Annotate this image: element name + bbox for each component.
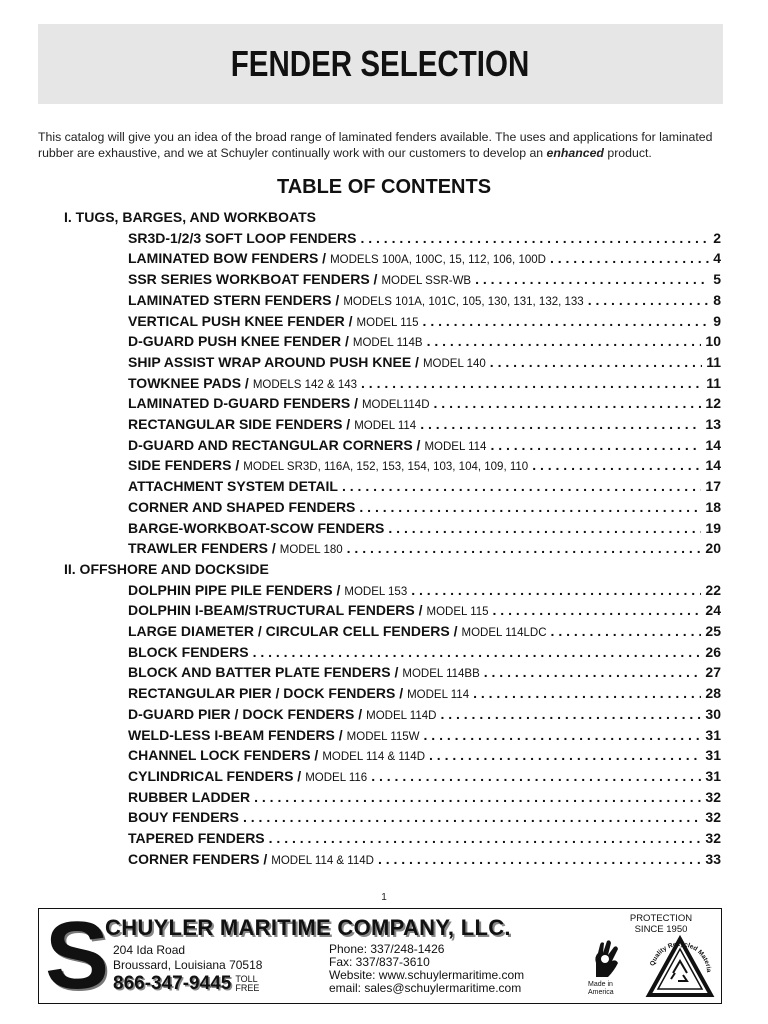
address-line-2: Broussard, Louisiana 70518 (113, 958, 263, 972)
toc-entry-name: DOLPHIN I-BEAM/STRUCTURAL FENDERS / (128, 602, 423, 619)
toc-entry-page: 32 (705, 809, 721, 826)
toc-entry-name: CORNER FENDERS / (128, 850, 268, 867)
toc-entry-page: 11 (706, 374, 721, 391)
toc-entry[interactable] (128, 809, 721, 829)
toc-entry[interactable] (128, 292, 721, 312)
toc-entry[interactable] (128, 520, 721, 540)
website-line: Website: www.schuylermaritime.com (329, 968, 525, 982)
toc-entry-name: LARGE DIAMETER / CIRCULAR CELL FENDERS / (128, 623, 458, 639)
toc-leader-dots (551, 623, 702, 639)
toll-free-phone (113, 973, 259, 995)
toc-entry-name: BOUY FENDERS (128, 809, 239, 826)
toc-entry-name: D-GUARD AND RECTANGULAR CORNERS / (128, 436, 421, 453)
toc-entry-model: MODELS 142 & 143 (252, 378, 358, 391)
toc-entry[interactable] (128, 271, 721, 291)
toc-entry-name: CORNER AND SHAPED FENDERS (128, 498, 356, 515)
toc-entry-name: VERTICAL PUSH KNEE FENDER / (128, 312, 353, 329)
toc-entry-model: MODEL 114BB (402, 668, 480, 681)
toc-entry-model: MODEL SSR-WB (381, 275, 472, 288)
toc-entry[interactable] (128, 851, 721, 871)
toc-section-title: II. OFFSHORE AND DOCKSIDE (64, 560, 269, 577)
toc-entry-page: 10 (705, 333, 721, 350)
made-in-line-2: America (588, 989, 614, 996)
phone-line: Phone: 337/248-1426 (329, 942, 445, 956)
toc-entry[interactable] (128, 499, 721, 519)
company-footer (38, 902, 722, 1009)
toc-entry-page: 22 (705, 581, 721, 598)
toc-entry-model: MODEL 114 & 114D (271, 854, 374, 867)
toc-entry-model: MODEL 114 (354, 420, 417, 432)
toc-entry-model: MODEL 114 (407, 689, 470, 702)
toc-leader-dots (378, 851, 701, 867)
title-band (38, 24, 723, 104)
made-in-america (588, 981, 628, 997)
toc-leader-dots (588, 292, 710, 308)
toc-entry[interactable] (128, 375, 721, 395)
toc-leader-dots (388, 520, 701, 536)
toc-entry-name: BLOCK AND BATTER PLATE FENDERS / (128, 664, 399, 681)
toc-entry-model: MODEL 114 & 114D (322, 751, 426, 764)
toc-entry[interactable] (128, 230, 721, 250)
toc-entry-page: 14 (705, 436, 721, 453)
toc-entry-model: MODEL 115W (346, 730, 420, 743)
toc-leader-dots (359, 499, 701, 515)
toc-entry[interactable] (128, 582, 721, 602)
toc-leader-dots (473, 685, 701, 701)
toc-entry-page: 5 (713, 271, 721, 288)
toc-entry-page: 31 (705, 726, 721, 743)
toc-entry-page: 20 (705, 540, 721, 557)
toc-entry-page: 32 (705, 830, 721, 846)
contact-info (329, 943, 524, 995)
address-line-1: 204 Ida Road (113, 943, 186, 957)
toc-entry[interactable] (128, 333, 721, 353)
toc-entry[interactable] (128, 457, 721, 477)
toc-leader-dots (550, 250, 709, 266)
toc-entry-page: 9 (713, 312, 721, 329)
toc-entry-page: 11 (706, 353, 721, 370)
toc-entry[interactable] (128, 478, 721, 498)
toll-free-number: 866-347-9445 (113, 973, 232, 994)
toll-label-2: FREE (235, 983, 260, 993)
toc-entry-model: MODEL 114D (366, 709, 437, 722)
toc-entry-name: BARGE-WORKBOAT-SCOW FENDERS (128, 519, 385, 536)
toc-entry[interactable] (128, 789, 721, 809)
company-name: CHUYLER MARITIME COMPANY, LLC. (105, 915, 511, 940)
toc-entry[interactable] (128, 416, 721, 436)
toc-leader-dots (269, 830, 702, 846)
toc-entry[interactable] (128, 602, 721, 622)
intro-text-end: product. (603, 146, 652, 160)
toc-entry-name: LAMINATED STERN FENDERS / (128, 291, 340, 308)
toc-entry-page: 2 (713, 229, 721, 246)
toc-entry-model: MODELS 100A, 100C, 15, 112, 106, 100D (330, 254, 546, 267)
toc-entry[interactable] (128, 437, 721, 457)
toc-entry-model: MODEL 140 (422, 357, 486, 370)
toc-entry[interactable] (128, 768, 721, 788)
toc-leader-dots (254, 789, 701, 805)
toc-leader-dots (243, 809, 701, 825)
toc-leader-dots (490, 437, 701, 453)
toc-entry-page: 8 (713, 291, 721, 308)
toc-entry-page: 4 (713, 250, 721, 267)
ok-hand-icon (588, 937, 622, 981)
toc-entry-model: MODEL 116 (305, 771, 368, 784)
toc-entry-name: TOWKNEE PADS / (128, 374, 249, 391)
toc-entry[interactable] (128, 250, 721, 270)
toc-entry-name: RECTANGULAR PIER / DOCK FENDERS / (128, 685, 404, 702)
logo-letter: S (45, 902, 110, 1009)
toc-entry-name: RUBBER LADDER (128, 788, 251, 805)
toc-entry[interactable] (128, 830, 721, 850)
toc-entry-model: MODEL 115 (356, 316, 419, 329)
toc-entry[interactable] (128, 354, 721, 374)
toc-heading: TABLE OF CONTENTS (276, 176, 492, 198)
toc-leader-dots (253, 644, 702, 660)
toc-entry-model: MODEL114D (361, 399, 430, 412)
toc-entry-model: MODELS 101A, 101C, 105, 130, 131, 132, 133 (343, 295, 584, 308)
toc-entry-model: MODEL 115 (426, 606, 489, 619)
toc-entry-page: 30 (705, 705, 721, 722)
toc-leader-dots (434, 395, 702, 411)
toc-entry-page: 24 (705, 602, 721, 619)
toc-entry-name: TAPERED FENDERS (128, 830, 265, 846)
page-number: 1 (381, 892, 387, 903)
toc-entry-name: RECTANGULAR SIDE FENDERS / (128, 416, 351, 432)
toc-entry-page: 26 (705, 643, 721, 660)
toc-entry-name: LAMINATED BOW FENDERS / (128, 250, 327, 267)
toc-entry-name: CHANNEL LOCK FENDERS / (128, 747, 319, 764)
toc-leader-dots (532, 457, 701, 473)
toc-entry[interactable] (128, 747, 721, 767)
toc-entry-model: MODEL 114LDC (461, 627, 547, 639)
toc-entry[interactable] (128, 727, 721, 747)
toc-section-title: I. TUGS, BARGES, AND WORKBOATS (64, 209, 316, 225)
toc-leader-dots (475, 271, 709, 287)
toc-entry-page: 17 (705, 478, 721, 495)
toc-leader-dots (411, 582, 701, 598)
made-in-line-1: Made in (588, 981, 613, 988)
toc-entry-page: 25 (705, 623, 721, 639)
page-title: FENDER SELECTION (231, 43, 530, 84)
toc-entry-model: MODEL 114 (424, 440, 487, 453)
toc-entry-page: 31 (705, 767, 721, 784)
toc-entry-name: DOLPHIN PIPE PILE FENDERS / (128, 581, 341, 598)
toc-leader-dots (490, 354, 702, 370)
protection-line-1: PROTECTION (629, 913, 693, 924)
address (113, 943, 262, 973)
toc-entry-name: ATTACHMENT SYSTEM DETAIL (128, 478, 338, 495)
toc-entry[interactable] (128, 623, 721, 643)
email-line: email: sales@schuylermaritime.com (329, 981, 522, 995)
toc-entry-name: SHIP ASSIST WRAP AROUND PUSH KNEE / (128, 353, 419, 370)
toll-free-label (235, 975, 259, 993)
toc-entry[interactable] (128, 313, 721, 333)
toc-leader-dots (440, 706, 701, 722)
toc-entry[interactable] (128, 706, 721, 726)
toc-entry-page: 18 (705, 498, 721, 515)
toc-entry-name: SR3D-1/2/3 SOFT LOOP FENDERS (128, 229, 357, 246)
intro-paragraph (38, 129, 728, 161)
toc-entry-name: SSR SERIES WORKBOAT FENDERS / (128, 271, 378, 288)
toc-leader-dots (423, 313, 710, 329)
toc-entry-name: D-GUARD PIER / DOCK FENDERS / (128, 705, 363, 722)
toc-entry-model: MODEL 114B (352, 337, 423, 350)
toc-entry-model: MODEL SR3D, 116A, 152, 153, 154, 103, 104, 109, 110 (243, 461, 529, 474)
toc-leader-dots (427, 333, 702, 349)
toc-entry[interactable] (128, 664, 721, 684)
toll-label-1: TOLL (235, 974, 258, 984)
toc-leader-dots (361, 375, 702, 391)
toc-entry-page: 32 (705, 788, 721, 805)
toc-entry-model: MODEL 153 (344, 585, 408, 598)
protection-line-2: SINCE 1950 (634, 924, 688, 935)
toc-leader-dots (493, 602, 702, 618)
toc-entry-page: 19 (705, 519, 721, 536)
toc-entry-page: 33 (705, 850, 721, 867)
toc-leader-dots (371, 768, 701, 784)
recycle-triangle-icon (645, 933, 715, 1001)
toc-leader-dots (347, 540, 702, 556)
toc-entry-page: 31 (705, 747, 721, 764)
fax-line: Fax: 337/837-3610 (329, 955, 430, 969)
intro-emphasis: enhanced (546, 146, 604, 160)
protection-since (621, 913, 701, 935)
toc-entry[interactable] (128, 644, 721, 664)
toc-entry-model: MODEL 180 (279, 544, 343, 557)
toc-entry-name: WELD-LESS I-BEAM FENDERS / (128, 726, 343, 743)
toc-entry-name: SIDE FENDERS / (128, 457, 240, 474)
toc-entry-name: BLOCK FENDERS (128, 643, 249, 660)
toc-entry-page: 14 (705, 457, 721, 474)
toc-leader-dots (342, 478, 701, 494)
toc-entry-name: D-GUARD PUSH KNEE FENDER / (128, 333, 349, 350)
toc-leader-dots (420, 416, 701, 432)
toc-entry-name: CYLINDRICAL FENDERS / (128, 767, 302, 784)
toc-entry-name: LAMINATED D-GUARD FENDERS / (128, 395, 358, 412)
toc-entry-page: 28 (705, 685, 721, 702)
toc-entry[interactable] (128, 540, 721, 560)
toc-leader-dots (360, 230, 709, 246)
toc-entry-page: 12 (705, 395, 721, 412)
toc-entry-name: TRAWLER FENDERS / (128, 540, 276, 557)
toc-leader-dots (484, 664, 702, 680)
toc-entry[interactable] (128, 395, 721, 415)
toc-entry-page: 27 (705, 664, 721, 681)
recycle-text: Quality Recycled Materia (649, 940, 713, 973)
toc-entry[interactable] (128, 685, 721, 705)
toc-leader-dots (429, 747, 701, 763)
toc-leader-dots (424, 727, 702, 743)
toc-entry-page: 13 (705, 416, 721, 432)
intro-text: This catalog will give you an idea of the broad range of laminated fenders available. The uses and applications for laminated rubber are exhaustive, and we at Schuyler continually work with our customers to develop an (38, 130, 713, 160)
